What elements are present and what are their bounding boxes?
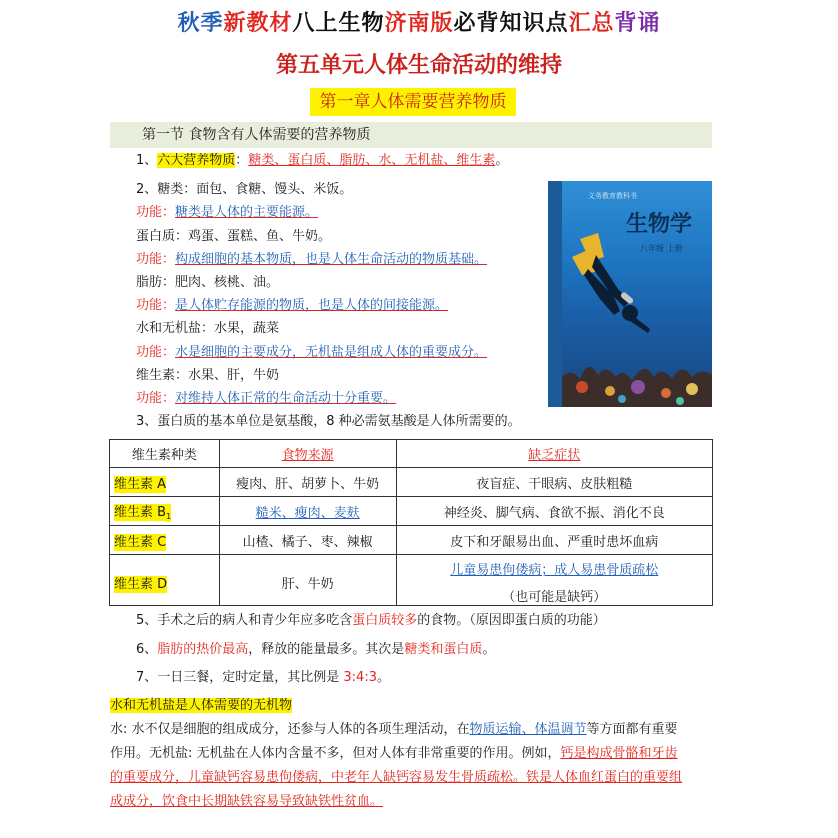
point-5: 5、手术之后的病人和青少年应多吃含蛋白质较多的食物。（原因即蛋白质的功能） [136,613,606,628]
cover-title: 生物学 [626,212,693,237]
section-title: 第一节 食物含有人体需要的营养物质 [110,122,712,148]
water-function: 功能：水是细胞的主要成分，无机盐是组成人体的重要成分。 [136,345,488,360]
vitamin-symptom: 夜盲症、干眼病、皮肤粗糙 [396,468,712,497]
header-food-source: 食物来源 [219,440,396,468]
point-6: 6、脂肪的热价最高，释放的能量最多。其次是糖类和蛋白质。 [136,642,496,657]
six-nutrients-label: 六大营养物质 [157,153,236,168]
vitamin-source: 山楂、橘子、枣、辣椒 [219,526,396,555]
title-part-summary: 汇总 [568,11,615,36]
vitamin-name: 维生素 C [110,526,220,555]
chapter-title: 第一章人体需要营养物质 [310,88,516,116]
title-part-edition: 济南版 [384,11,454,36]
cover-spine [548,181,562,407]
inorganic-line-4: 成成分，饮食中长期缺铁容易导致缺铁性贫血。 [110,794,384,809]
table-row [110,468,713,497]
protein-sources: 蛋白质：鸡蛋、蛋糕、鱼、牛奶。 [136,229,332,244]
water-sources: 水和无机盐：水果，蔬菜 [136,321,280,336]
vitamin-sources: 维生素：水果、肝，牛奶 [136,368,280,383]
inorganic-line-1: 水: 水不仅是细胞的组成成分，还参与人体的各项生理活动，在物质运输、体温调节等方面都有重要 [110,722,678,737]
table-row [110,497,713,526]
inorganic-line-3: 的重要成分，儿童缺钙容易患佝偻病，中老年人缺钙容易发生骨质疏松。铁是人体血红蛋白的重要组 [110,770,683,785]
cover-grade: 八年级 上册 [640,244,683,253]
vitamin-symptom: 神经炎、脚气病、食欲不振、消化不良 [396,497,712,526]
protein-function: 功能：构成细胞的基本物质，也是人体生命活动的物质基础。 [136,252,488,267]
unit-title: 第五单元人体生命活动的维持 [275,53,562,78]
sugar-sources: 2、糖类：面包、食糖、馒头、米饭。 [136,182,353,197]
title-part-new-textbook: 新教材 [223,11,293,36]
sugar-function: 功能：糖类是人体的主要能源。 [136,205,319,220]
title-part-season: 秋季 [177,11,224,36]
vitamin-symptom: 皮下和牙龈易出血、严重时患坏血病 [396,526,712,555]
vitamin-symptom: 儿童易患佝偻病；成人易患骨质疏松 （也可能是缺钙） [396,555,712,606]
title-part-must-know: 必背知识点 [453,11,569,36]
table-header-row [110,440,713,468]
amino-acid-line: 3、蛋白质的基本单位是氨基酸，8 种必需氨基酸是人体所需要的。 [136,414,521,429]
table-row [110,555,713,606]
textbook-cover [548,181,712,407]
vitamin-source: 肝、牛奶 [219,555,396,606]
header-deficiency: 缺乏症状 [396,440,712,468]
point-7: 7、一日三餐，定时定量，其比例是 3:4:3。 [136,670,390,685]
vitamin-source: 糙米、瘦肉、麦麸 [219,497,396,526]
diver-icon [570,231,670,341]
header-vitamin-type: 维生素种类 [110,440,220,468]
inorganic-heading: 水和无机盐是人体需要的无机物 [110,698,293,713]
coral-icon [562,337,712,407]
title-part-grade: 八上生物 [292,11,385,36]
fat-function: 功能：是人体贮存能源的物质，也是人体的间接能源。 [136,298,449,313]
vitamin-source: 瘦肉、肝、胡萝卜、牛奶 [219,468,396,497]
fat-sources: 脂肪：肥肉、核桃、油。 [136,275,280,290]
vitamin-table [109,439,713,606]
cover-series: 义务教育教科书 [588,192,637,200]
vitamin-name: 维生素 $B_1$ [110,497,220,526]
vitamin-function: 功能：对维持人体正常的生命活动十分重要。 [136,391,397,406]
vitamin-name: 维生素 A [110,468,220,497]
table-row [110,526,713,555]
symptom-note: （也可能是缺钙） [502,590,607,605]
document-title [0,6,838,37]
vitamin-name: 维生素 D [110,555,220,606]
inorganic-line-2: 作用。无机盐: 无机盐在人体内含量不多，但对人体有非常重要的作用。例如，钙是构成骨骼和牙齿 [110,746,678,761]
six-nutrients-list: 糖类、蛋白质、脂肪、水、无机盐、维生素 [248,153,496,168]
title-part-recite: 背诵 [614,11,661,36]
six-nutrients-line: 1、六大营养物质：糖类、蛋白质、脂肪、水、无机盐、维生素。 [136,153,509,168]
